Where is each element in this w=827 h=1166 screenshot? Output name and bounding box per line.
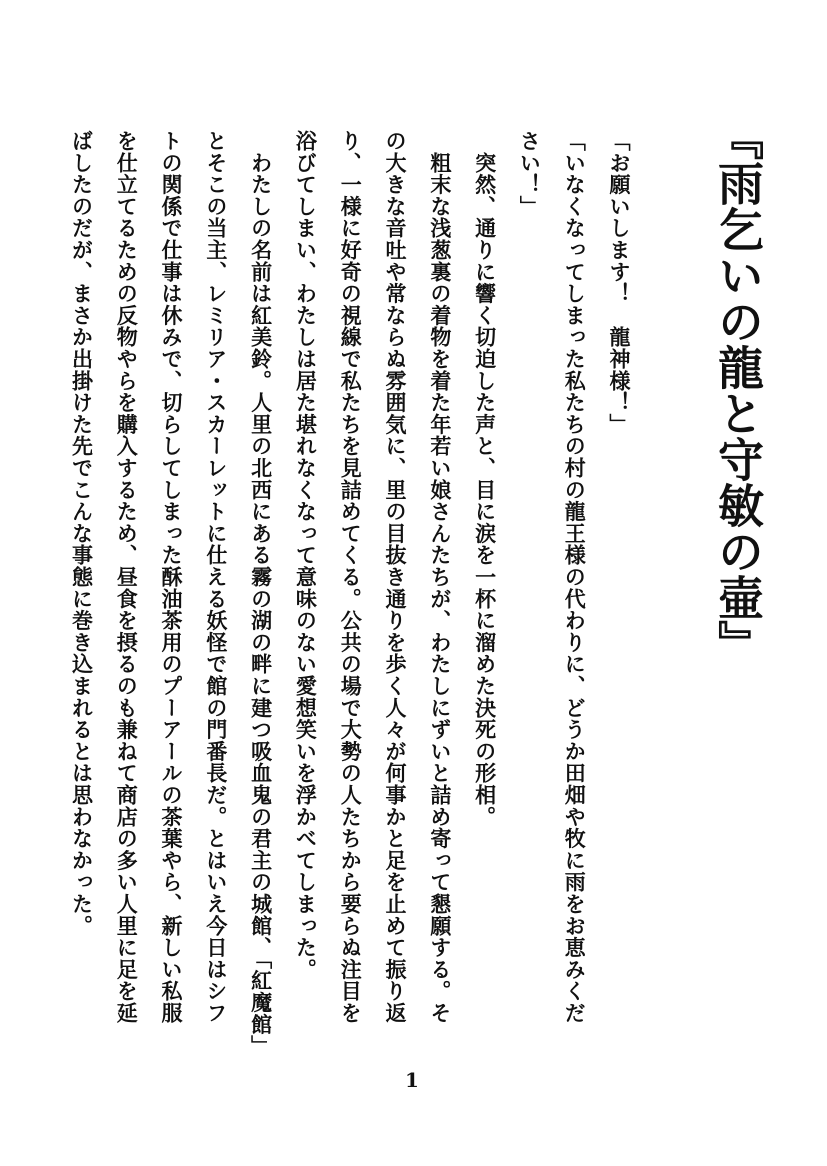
body-text bbox=[59, 130, 641, 1057]
text-line: さい！」 bbox=[517, 130, 542, 218]
text-line: 突然、通りに響く切迫した声と、目に涙を一杯に溜めた決死の形相。 bbox=[472, 130, 497, 828]
text-line: ばしたのだが、まさか出掛けた先でこんな事態に巻き込まれるとは思わなかった。 bbox=[69, 130, 94, 937]
text-line: 浴びてしまい、わたしは居た堪れなくなって意味のない愛想笑いを浮かべてしまった。 bbox=[293, 130, 318, 981]
text-line: わたしの名前は紅美鈴。人里の北西にある霧の湖の畔に建つ吸血鬼の君主の城館、「紅魔館」 bbox=[248, 130, 273, 1057]
text-line: 粗末な浅葱裏の着物を着た年若い娘さんたちが、わたしにずいと詰め寄って懇願する。そ bbox=[427, 130, 452, 1024]
text-line: トの関係で仕事は休みで、切らしてしまった酥油茶用のプーアールの茶葉やら、新しい私服 bbox=[159, 130, 184, 1024]
text-line: の大きな音吐や常ならぬ雰囲気に、里の目抜き通りを歩く人々が何事かと足を止めて振り返 bbox=[383, 130, 408, 1024]
page-title: 『雨乞いの龍と守敏の壷』 bbox=[711, 114, 765, 666]
text-line: とそこの当主、レミリア・スカーレットに仕える妖怪で館の門番長だ。とはいえ今日はシフ bbox=[203, 130, 228, 1024]
text-line: 「お願いします！ 龍神様！」 bbox=[607, 130, 631, 436]
text-line: を仕立てるための反物やらを購入するため、昼食を摂るのも兼ねて商店の多い人里に足を延 bbox=[114, 130, 139, 1024]
page-number: 1 bbox=[405, 1068, 419, 1092]
text-line: り、一様に好奇の視線で私たちを見詰めてくる。公共の場で大勢の人たちから要らぬ注目を bbox=[338, 130, 363, 1024]
text-line: 「いなくなってしまった私たちの村の龍王様の代わりに、どうか田畑や牧に雨をお恵みくだ bbox=[562, 130, 587, 1024]
